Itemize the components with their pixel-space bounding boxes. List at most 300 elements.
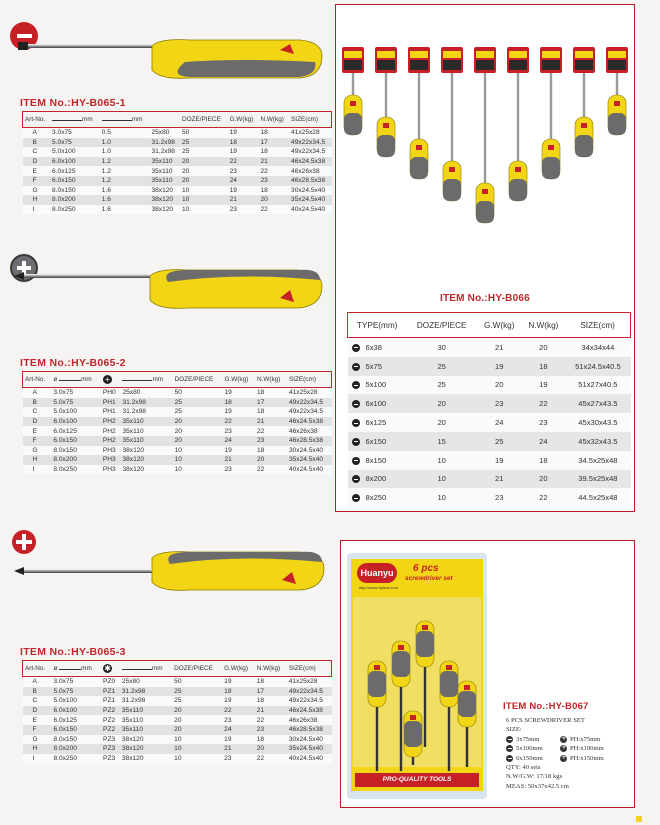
screwdriver-handle-image: [150, 28, 325, 88]
table-cell: I: [32, 755, 35, 763]
table-cell: 30: [437, 342, 446, 352]
item-title-b065-1: ITEM No.:HY-B065-1: [20, 97, 126, 109]
panel-b066: [335, 4, 635, 512]
pozidriv-tip-icon: [12, 530, 36, 554]
screwdriver-handle-image: [150, 540, 328, 600]
screwdriver-tip: [18, 42, 28, 50]
table-row: [23, 715, 332, 725]
table-cell: 35x110: [151, 177, 173, 185]
table-cell: 20: [260, 196, 268, 204]
table-cell: 25: [174, 398, 182, 406]
table-cell: 10: [174, 745, 182, 753]
table-row: [23, 744, 332, 754]
table-row: [348, 338, 631, 357]
table-header-row: [23, 661, 332, 677]
table-cell: 21: [256, 707, 265, 715]
header-gw: G.W(kg): [224, 376, 249, 383]
table-cell: 50: [174, 389, 182, 397]
slotted-icon: [352, 381, 360, 389]
table-cell: 19: [224, 408, 232, 416]
table-cell: 44.5x25x48: [578, 493, 618, 503]
carded-screwdriver: [474, 47, 496, 223]
brand-logo: Huanyu: [357, 563, 397, 583]
table-cell: 20: [182, 158, 190, 166]
table-cell: 49x22x34.5: [291, 148, 326, 156]
table-row: [23, 128, 332, 138]
table-cell: 22: [260, 167, 268, 175]
table-cell: 46x28.5x38: [288, 726, 323, 734]
table-header-row: [23, 112, 332, 128]
table-cell: 6.0x125: [53, 427, 77, 435]
b067-line1: 6 PCS SCREWDRIVER SET: [506, 717, 585, 724]
table-cell: 5.0x100: [53, 408, 77, 416]
package-url: http://www.hytool.com: [359, 585, 398, 590]
header-size-cm: SIZE(cm): [291, 116, 319, 123]
table-cell: 6x100: [348, 394, 407, 413]
table-cell: 21: [494, 342, 504, 352]
table-cell: 10: [182, 206, 190, 214]
table-cell: 30x24.5x40: [288, 446, 324, 454]
b067-qty: QTY: 40 sets: [506, 764, 541, 772]
table-cell: 20: [174, 418, 182, 426]
table-cell: F: [32, 726, 37, 734]
table-cell: 21: [256, 418, 265, 426]
header-art-no: Art-No.: [25, 665, 46, 672]
table-cell: 49x22x34.5: [288, 408, 324, 416]
table-cell: F: [32, 437, 37, 445]
table-cell: PH3: [102, 466, 116, 474]
table-cell: A: [32, 389, 37, 397]
table-cell: 31.2x98: [151, 148, 175, 156]
table-cell: 45x32x43.5: [578, 436, 618, 446]
table-cell: 30x24.5x40: [291, 186, 326, 194]
table-row: [23, 725, 332, 735]
table-cell: D: [32, 158, 38, 166]
screwdriver-shaft: [22, 274, 150, 278]
table-cell: 6.0x100: [53, 707, 77, 715]
table-cell: 6.0x150: [53, 437, 77, 445]
table-cell: 20: [539, 474, 548, 484]
spec-table-b066: [347, 312, 631, 507]
packaged-screwdriver: [440, 661, 458, 771]
table-cell: I: [32, 206, 35, 214]
item-title-b065-3: ITEM No.:HY-B065-3: [20, 646, 126, 658]
table-cell: C: [32, 408, 38, 416]
table-cell: 8.0x150: [52, 186, 76, 194]
carded-screwdriver: [507, 47, 529, 201]
slotted-icon: [352, 475, 360, 483]
table-cell: 6.0x100: [53, 418, 77, 426]
table-cell: 23: [539, 418, 548, 428]
table-cell: 25: [174, 697, 182, 705]
table-cell: 25x80: [122, 389, 141, 397]
table-cell: 5x75: [348, 357, 407, 376]
table-row: [23, 677, 332, 687]
table-cell: D: [32, 707, 38, 715]
table-cell: 18: [256, 697, 265, 705]
table-cell: 6.0x150: [52, 177, 76, 185]
table-cell: 18: [260, 186, 268, 194]
table-cell: 19: [494, 361, 504, 371]
table-cell: 19: [494, 455, 504, 465]
table-header-row: [348, 313, 631, 338]
table-cell: 18: [260, 148, 268, 156]
table-cell: 38x120: [151, 206, 174, 214]
table-cell: 31.2x98: [151, 138, 175, 146]
table-cell: 8.0x200: [53, 745, 77, 753]
table-cell: 10: [174, 466, 182, 474]
table-cell: 40x24.5x40: [291, 206, 326, 214]
table-cell: 23: [224, 466, 232, 474]
table-cell: 25: [174, 408, 182, 416]
table-cell: PH1: [102, 398, 116, 406]
table-cell: PH3: [102, 446, 116, 454]
table-row: [23, 147, 332, 157]
header-size: mm: [50, 112, 100, 128]
table-cell: 46x28.5x38: [288, 437, 324, 445]
table-cell: 35x110: [121, 726, 144, 734]
table-cell: 22: [539, 399, 548, 409]
table-cell: 20: [182, 167, 190, 175]
table-cell: 18: [256, 389, 265, 397]
table-cell: 34.5x25x48: [578, 455, 618, 465]
table-cell: G: [32, 446, 38, 454]
table-row: [23, 388, 332, 398]
table-cell: 21: [260, 158, 268, 166]
header-doze: DOZE/PIECE: [174, 376, 214, 383]
table-cell: 21: [224, 745, 232, 753]
table-cell: 23: [224, 755, 232, 763]
carded-screwdriver: [573, 47, 595, 157]
table-cell: PH2: [102, 418, 116, 426]
table-header-row: [23, 372, 332, 388]
phillips-icon: [560, 736, 567, 743]
table-cell: 1.0: [101, 148, 111, 156]
panel-b067: [340, 540, 635, 808]
table-cell: 1.2: [101, 167, 111, 175]
item-title-b065-2: ITEM No.:HY-B065-2: [20, 357, 126, 369]
table-cell: 19: [229, 186, 237, 194]
table-cell: 41x25x28: [291, 129, 320, 137]
table-cell: 10: [174, 735, 182, 743]
table-cell: PZ2: [103, 707, 116, 715]
table-cell: 19: [224, 735, 232, 743]
table-cell: D: [32, 418, 38, 426]
table-cell: 5.0x75: [53, 398, 74, 406]
table-cell: 35x110: [122, 418, 144, 426]
table-cell: H: [32, 745, 38, 753]
table-cell: 45x30x43.5: [578, 418, 618, 428]
table-cell: 24: [494, 418, 504, 428]
table-row: [23, 735, 332, 745]
table-cell: 18: [539, 455, 548, 465]
table-cell: 8.0x200: [52, 196, 76, 204]
table-cell: 1.6: [101, 196, 111, 204]
table-cell: 17: [260, 138, 268, 146]
table-cell: 25: [494, 436, 504, 446]
table-cell: 20: [174, 437, 182, 445]
table-cell: 6.0x150: [53, 726, 77, 734]
table-cell: 18: [256, 735, 265, 743]
table-cell: 5.0x100: [52, 148, 76, 156]
table-cell: 6.0x100: [52, 158, 76, 166]
table-row: [23, 176, 332, 186]
spec-table-b065-1: [22, 111, 332, 214]
table-cell: 21: [494, 474, 504, 484]
header-doze: DOZE/PIECE: [174, 665, 213, 672]
table-cell: 15: [437, 436, 446, 446]
table-cell: 25: [182, 138, 190, 146]
header-tip: ✱: [104, 664, 111, 673]
table-cell: 6.0x125: [52, 167, 76, 175]
table-row: [23, 138, 332, 148]
table-cell: 20: [174, 726, 182, 734]
table-cell: 24: [224, 437, 232, 445]
carded-screwdriver: [375, 47, 397, 157]
table-cell: PH2: [102, 437, 116, 445]
table-cell: 38x120: [122, 466, 145, 474]
package-footer: PRO-QUALITY TOOLS: [355, 773, 479, 787]
screwdriver-tip: [14, 272, 24, 280]
table-cell: 19: [224, 678, 232, 686]
table-row: [348, 413, 631, 432]
table-cell: 46x26x38: [291, 167, 320, 175]
b067-size-label: SIZE:: [506, 726, 522, 734]
b067-size-row: 3x75mm+ PH:x75mm: [506, 735, 604, 744]
table-cell: 38x120: [121, 735, 144, 743]
table-cell: 24: [539, 436, 548, 446]
table-cell: 49x22x34.5: [288, 697, 323, 705]
table-cell: 31.2x98: [121, 687, 146, 695]
table-cell: 22: [256, 466, 265, 474]
table-cell: 5.0x100: [53, 697, 77, 705]
header-gw: G.W(kg): [483, 320, 515, 330]
table-cell: G: [32, 186, 38, 194]
table-cell: 22: [256, 716, 265, 724]
table-cell: 31.2x98: [121, 697, 146, 705]
table-cell: 19: [224, 446, 232, 454]
table-row: [348, 451, 631, 470]
table-cell: 49x22x34.5: [288, 687, 323, 695]
table-cell: PZ3: [103, 755, 116, 763]
table-cell: PZ0: [103, 678, 116, 686]
packaged-screwdriver: [368, 661, 386, 771]
table-cell: 18: [256, 446, 265, 454]
table-cell: H: [32, 456, 38, 464]
table-cell: 20: [256, 745, 265, 753]
table-cell: C: [32, 697, 38, 705]
slotted-icon: [352, 438, 360, 446]
header-size-cm: SIZE(cm): [288, 376, 316, 383]
carded-screwdriver: [408, 47, 430, 179]
b067-weight: N.W/G.W: 17/18 kgs: [506, 773, 563, 781]
table-cell: 25: [437, 380, 446, 390]
table-cell: 0.5: [101, 129, 111, 137]
table-cell: 22: [256, 427, 265, 435]
table-cell: 25: [437, 361, 446, 371]
header-length: [149, 112, 180, 128]
table-cell: 8.0x150: [53, 446, 77, 454]
table-cell: 35x24.5x40: [288, 745, 323, 753]
table-cell: 39.5x25x48: [578, 474, 618, 484]
table-cell: 23: [224, 716, 232, 724]
header-art-no: Art-No.: [25, 376, 46, 383]
screwdriver-tip: [14, 567, 24, 575]
table-cell: E: [32, 167, 37, 175]
table-cell: 46x26x38: [288, 427, 318, 435]
table-cell: 22: [256, 755, 265, 763]
table-cell: 23: [229, 206, 237, 214]
table-cell: 22: [229, 158, 237, 166]
table-cell: 25: [174, 687, 182, 695]
table-cell: 1.0: [101, 138, 111, 146]
screwdriver-shaft: [26, 44, 152, 48]
table-cell: PH2: [102, 427, 116, 435]
table-cell: 38x120: [151, 186, 174, 194]
table-cell: 38x120: [122, 456, 145, 464]
table-row: [23, 446, 332, 456]
table-cell: 50: [182, 129, 190, 137]
table-cell: 20: [174, 707, 182, 715]
table-cell: 10: [174, 446, 182, 454]
table-cell: H: [32, 196, 38, 204]
table-cell: 23: [256, 437, 265, 445]
item-title-b067: ITEM No.:HY-B067: [503, 701, 589, 712]
table-cell: G: [32, 735, 38, 743]
slotted-icon: [352, 344, 360, 352]
table-cell: 46x26x38: [288, 716, 318, 724]
table-cell: 20: [174, 716, 182, 724]
b067-details: [506, 716, 604, 791]
table-cell: 35x110: [122, 437, 144, 445]
header-gw: G.W(kg): [229, 116, 254, 123]
table-row: [23, 417, 332, 427]
table-cell: 23: [494, 493, 504, 503]
table-cell: 6x38: [348, 338, 407, 357]
table-cell: 19: [224, 697, 232, 705]
table-cell: 20: [494, 380, 504, 390]
table-cell: 50: [174, 678, 182, 686]
table-cell: 18: [224, 687, 232, 695]
table-row: [23, 436, 332, 446]
table-cell: 19: [224, 389, 232, 397]
screwdriver-set-image: [355, 601, 479, 771]
table-cell: 35x24.5x40: [291, 196, 326, 204]
table-cell: 19: [539, 380, 548, 390]
phillips-icon: [560, 745, 567, 752]
table-cell: 18: [229, 138, 237, 146]
table-cell: 51x27x40.5: [578, 380, 618, 390]
table-cell: 30x24.5x40: [288, 735, 323, 743]
table-cell: 5.0x75: [53, 687, 74, 695]
table-cell: 46x24.5x38: [288, 707, 323, 715]
header-length: mm: [120, 661, 172, 677]
table-cell: 38x120: [121, 745, 144, 753]
table-row: [23, 706, 332, 716]
table-cell: 35x110: [122, 427, 144, 435]
table-cell: 18: [256, 408, 265, 416]
table-row: [23, 186, 332, 196]
item-title-b066: ITEM No.:HY-B066: [440, 293, 530, 304]
table-row: [23, 205, 332, 215]
table-cell: 17: [256, 687, 265, 695]
table-cell: 3.0x75: [53, 389, 74, 397]
table-cell: 20: [174, 427, 182, 435]
table-cell: 24: [229, 177, 237, 185]
table-row: [23, 398, 332, 408]
table-cell: 24: [224, 726, 232, 734]
table-row: [23, 166, 332, 176]
header-blade: mm: [100, 112, 150, 128]
table-cell: 10: [437, 474, 446, 484]
b067-size-row: 6x150mm+ PH:x150mm: [506, 754, 604, 763]
phillips-icon: [560, 755, 567, 762]
table-row: [348, 470, 631, 489]
table-cell: 10: [437, 455, 446, 465]
table-row: [23, 407, 332, 417]
carded-screwdriver: [342, 47, 364, 135]
header-length: mm: [120, 372, 172, 388]
table-cell: 8x250: [348, 488, 407, 507]
slotted-icon: [506, 736, 513, 743]
table-cell: 19: [229, 148, 237, 156]
table-cell: B: [32, 687, 37, 695]
packaged-screwdriver: [404, 711, 422, 765]
table-cell: PH3: [102, 456, 116, 464]
table-cell: 22: [224, 707, 232, 715]
table-cell: 3.0x75: [52, 129, 72, 137]
table-cell: 38x120: [122, 446, 145, 454]
header-art-no: Art-No.: [25, 116, 46, 123]
table-cell: 20: [256, 456, 265, 464]
package-card: [347, 553, 487, 799]
table-cell: 46x24.5x38: [291, 158, 326, 166]
table-cell: 40x24.5x40: [288, 755, 323, 763]
header-nw: N.W(kg): [528, 320, 559, 330]
table-row: [348, 357, 631, 376]
table-cell: B: [32, 398, 37, 406]
table-cell: 1.6: [101, 186, 111, 194]
table-cell: PH0: [102, 389, 116, 397]
table-cell: PZ1: [103, 697, 116, 705]
b067-size-row: 5x100mm+ PH:x100mm: [506, 744, 604, 753]
slotted-icon: [352, 363, 360, 371]
table-cell: 46x28.5x38: [291, 177, 326, 185]
table-cell: 8.0x250: [53, 755, 77, 763]
carded-screwdriver: [540, 47, 562, 179]
table-cell: 22: [260, 206, 268, 214]
table-cell: PZ3: [103, 735, 116, 743]
table-cell: 5.0x75: [52, 138, 72, 146]
table-cell: 41x25x28: [288, 389, 318, 397]
header-type: TYPE(mm): [356, 320, 398, 330]
table-cell: 25: [182, 148, 190, 156]
table-cell: 18: [539, 361, 548, 371]
table-cell: 51x24.5x40.5: [575, 361, 621, 371]
table-cell: 22: [224, 418, 232, 426]
table-cell: 1.6: [101, 206, 111, 214]
table-cell: 20: [182, 177, 190, 185]
header-dia: ø mm: [53, 376, 92, 383]
table-cell: E: [32, 716, 37, 724]
table-cell: 34x34x44: [581, 342, 615, 352]
table-cell: 23: [494, 399, 504, 409]
table-cell: 10: [174, 456, 182, 464]
header-nw: N.W(kg): [260, 116, 284, 123]
table-row: [23, 426, 332, 436]
table-cell: 38x120: [151, 196, 174, 204]
table-cell: A: [32, 129, 37, 137]
